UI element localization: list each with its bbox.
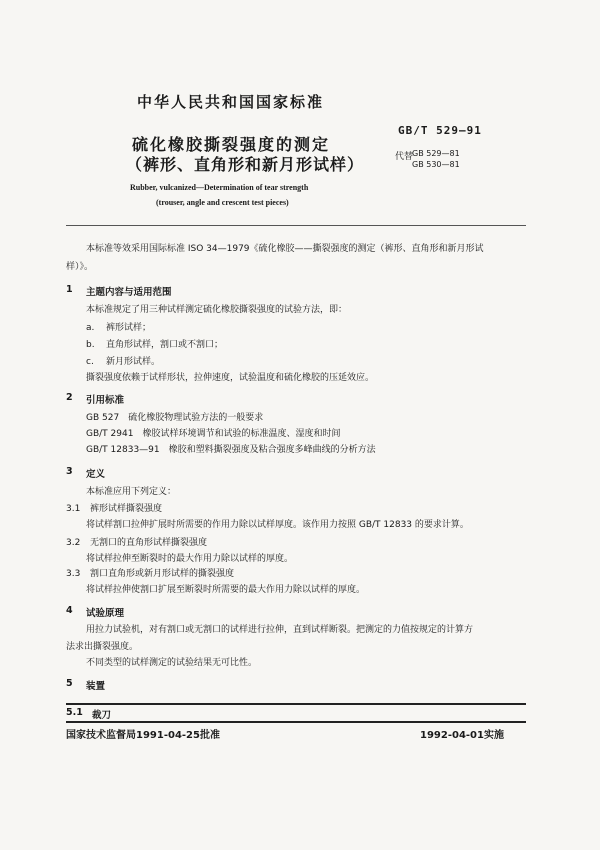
header-divider	[66, 225, 526, 226]
replaces-label: 代替	[395, 152, 414, 162]
paragraph: 本标准规定了用三种试样测定硫化橡胶撕裂强度的试验方法，即：	[86, 305, 348, 315]
list-marker: b.	[86, 340, 95, 350]
list-marker: a.	[86, 323, 95, 333]
section-title: 试验原理	[86, 608, 125, 619]
standard-code: GB/T 529—91	[398, 124, 482, 137]
section-number: 2	[66, 392, 73, 403]
paragraph: 用拉力试验机，对有割口或无割口的试样进行拉伸，直到试样断裂。把测定的力值按规定的计算方	[86, 625, 474, 635]
document-subtitle: （裤形、直角形和新月形试样）	[126, 155, 365, 174]
reference-item: GB 527 硫化橡胶物理试验方法的一般要求	[86, 413, 264, 423]
paragraph: 本标准应用下列定义：	[86, 487, 177, 497]
section-title: 引用标准	[86, 395, 125, 406]
approval-date: 国家技术监督局1991-04-25批准	[66, 730, 220, 741]
paragraph: 撕裂强度依赖于试样形状，拉伸速度，试验温度和硫化橡胶的压延效应。	[86, 373, 375, 383]
english-subtitle: (trouser, angle and crescent test pieces)	[156, 198, 289, 207]
reference-item: GB/T 12833—91 橡胶和塑料撕裂强度及粘合强度多峰曲线的分析方法	[86, 445, 376, 455]
subsection-title: 裁刀	[92, 710, 112, 721]
definition-number: 3.3	[66, 569, 81, 579]
definition-term: 无割口的直角形试样撕裂强度	[90, 538, 208, 548]
subsection-number: 5.1	[66, 707, 83, 718]
definition-text: 将试样拉伸至断裂时的最大作用力除以试样的厚度。	[86, 554, 294, 564]
intro-line: 样）》。	[66, 262, 94, 272]
section-title: 装置	[86, 681, 106, 692]
replaced-standard: GB 529—81	[412, 149, 460, 158]
section-number: 1	[66, 284, 73, 295]
definition-term: 裤形试样撕裂强度	[90, 504, 163, 514]
list-marker: c.	[86, 357, 94, 367]
standard-org-heading: 中华人民共和国国家标准	[137, 93, 325, 111]
english-title: Rubber, vulcanized—Determination of tear strength	[130, 183, 309, 192]
list-item: 新月形试样。	[106, 357, 161, 367]
definition-number: 3.2	[66, 538, 81, 548]
section-number: 4	[66, 605, 73, 616]
list-item: 直角形试样，割口或不割口；	[106, 340, 224, 350]
paragraph: 不同类型的试样测定的试验结果无可比性。	[86, 658, 258, 668]
definition-text: 将试样割口拉伸扩展时所需要的作用力除以试样厚度。该作用力按照 GB/T 12833 的要求计算。	[86, 520, 469, 530]
definition-number: 3.1	[66, 504, 81, 514]
intro-line: 本标准等效采用国际标准 ISO 34—1979《硫化橡胶——撕裂强度的测定（裤形、直角形和新月形试	[86, 244, 484, 254]
reference-item: GB/T 2941 橡胶试样环境调节和试验的标准温度、湿度和时间	[86, 429, 341, 439]
paragraph: 法求出撕裂强度。	[66, 642, 139, 652]
definition-text: 将试样拉伸使割口扩展至断裂时所需要的最大作用力除以试样的厚度。	[86, 585, 366, 595]
list-item: 裤形试样；	[106, 323, 152, 333]
section-number: 5	[66, 678, 73, 689]
section-title: 主题内容与适用范围	[86, 287, 172, 298]
document-title: 硫化橡胶撕裂强度的测定	[132, 135, 331, 154]
footer-divider	[66, 721, 526, 723]
section-title: 定义	[86, 469, 106, 480]
replaced-standard: GB 530—81	[412, 160, 460, 169]
section-number: 3	[66, 466, 73, 477]
bottom-divider	[66, 703, 526, 705]
effective-date: 1992-04-01实施	[420, 730, 504, 741]
definition-term: 割口直角形或新月形试样的撕裂强度	[90, 569, 235, 579]
